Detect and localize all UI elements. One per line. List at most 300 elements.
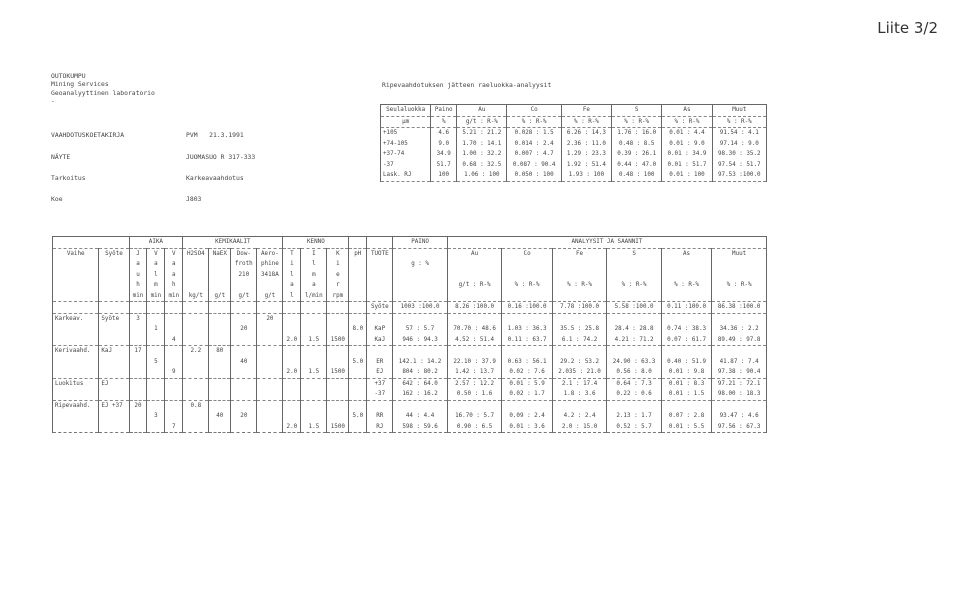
- column-header-cell: [367, 291, 393, 302]
- sieve-header-cell: Muut: [712, 105, 766, 117]
- column-header-cell: [367, 270, 393, 281]
- sieve-header-cell: Au: [457, 105, 507, 117]
- feed-cell: 0.16 :100.0: [502, 302, 552, 314]
- flotation-cell: [283, 389, 301, 400]
- flotation-cell: [231, 400, 257, 411]
- flotation-cell: [209, 367, 231, 378]
- column-header-cell: [712, 270, 767, 281]
- flotation-cell: [283, 357, 301, 368]
- column-header-cell: % : R-%: [712, 280, 767, 291]
- flotation-cell: 9: [165, 367, 183, 378]
- flotation-cell: 5: [147, 357, 165, 368]
- feed-cell: 5.58 :100.0: [607, 302, 662, 314]
- flotation-cell: ER: [367, 357, 393, 368]
- flotation-cell: 8.0: [349, 324, 367, 335]
- attachment-label: Liite 3/2: [877, 19, 938, 37]
- flotation-cell: [327, 313, 349, 324]
- flotation-cell: 29.2 : 53.2: [552, 357, 607, 368]
- flotation-cell: 598 : 59.6: [393, 422, 448, 433]
- group-header: ANALYYSIT JA SAANNIT: [447, 237, 766, 249]
- sieve-cell: 0.028 : 1.5: [507, 128, 561, 139]
- flotation-cell: [327, 346, 349, 357]
- column-header-cell: [209, 280, 231, 291]
- column-header-cell: l: [283, 291, 301, 302]
- sieve-cell: 0.01 : 34.9: [662, 149, 712, 160]
- sieve-header-cell: Seulaluokka: [381, 105, 431, 117]
- flotation-cell: [502, 313, 552, 324]
- flotation-cell: [301, 400, 327, 411]
- sieve-cell: 1.70 : 14.1: [457, 139, 507, 150]
- flotation-cell: [53, 357, 99, 368]
- empty-cell: [349, 302, 367, 314]
- sieve-header-cell: As: [662, 105, 712, 117]
- koe-value: J803: [186, 195, 202, 203]
- column-header-cell: a: [301, 280, 327, 291]
- column-header-cell: l/min: [301, 291, 327, 302]
- flotation-cell: [165, 313, 183, 324]
- flotation-cell: [231, 367, 257, 378]
- column-header-cell: Syöte: [99, 248, 129, 259]
- flotation-cell: 0.56 : 8.0: [607, 367, 662, 378]
- flotation-cell: 4.52 : 51.4: [447, 335, 502, 346]
- column-header-cell: Muut: [712, 248, 767, 259]
- flotation-cell: [349, 367, 367, 378]
- sieve-unit-cell: % : R-%: [561, 116, 611, 128]
- flotation-cell: 2.0: [283, 335, 301, 346]
- column-header-cell: u: [129, 270, 147, 281]
- column-header-cell: h: [129, 280, 147, 291]
- column-header-cell: m: [147, 280, 165, 291]
- column-header-cell: [661, 291, 711, 302]
- flotation-cell: -37: [367, 389, 393, 400]
- column-header-cell: froth: [231, 259, 257, 270]
- column-header-cell: a: [165, 270, 183, 281]
- flotation-cell: 20: [231, 411, 257, 422]
- flotation-cell: 1.8 : 3.6: [552, 389, 607, 400]
- flotation-cell: [349, 422, 367, 433]
- column-header-cell: [99, 280, 129, 291]
- flotation-cell: 93.47 : 4.6: [712, 411, 767, 422]
- flotation-cell: [301, 378, 327, 389]
- flotation-cell: [712, 313, 767, 324]
- flotation-cell: [99, 367, 129, 378]
- flotation-cell: [231, 422, 257, 433]
- flotation-cell: [367, 313, 393, 324]
- flotation-cell: [99, 411, 129, 422]
- sieve-cell: 0.050 : 100: [507, 170, 561, 181]
- column-header-cell: [447, 291, 502, 302]
- column-header-cell: pH: [349, 248, 367, 259]
- flotation-cell: [349, 313, 367, 324]
- column-header-cell: [99, 259, 129, 270]
- flotation-cell: [99, 335, 129, 346]
- flotation-cell: [183, 313, 209, 324]
- flotation-cell: [301, 357, 327, 368]
- flotation-cell: 97.21 : 72.1: [712, 378, 767, 389]
- sieve-cell: 97.53 :100.0: [712, 170, 766, 181]
- flotation-cell: 44 : 4.4: [393, 411, 448, 422]
- flotation-cell: [165, 400, 183, 411]
- flotation-cell: [349, 400, 367, 411]
- column-header-cell: [99, 291, 129, 302]
- column-header-cell: [552, 270, 607, 281]
- flotation-cell: 0.52 : 5.7: [607, 422, 662, 433]
- flotation-cell: 0.11 : 63.7: [502, 335, 552, 346]
- tarkoitus-value: Karkeavaahdotus: [186, 174, 244, 182]
- flotation-cell: 0.64 : 7.3: [607, 378, 662, 389]
- sieve-row: [381, 139, 767, 150]
- sieve-row: [381, 170, 767, 181]
- flotation-cell: [327, 378, 349, 389]
- sieve-cell: 1.93 : 100: [561, 170, 611, 181]
- feed-cell: 7.78 :100.0: [552, 302, 607, 314]
- flotation-cell: 0.02 : 1.7: [502, 389, 552, 400]
- org-header: [51, 72, 155, 106]
- column-header-cell: V: [147, 248, 165, 259]
- flotation-cell: [502, 400, 552, 411]
- org-line-4: -: [51, 97, 55, 106]
- flotation-cell: 1: [147, 324, 165, 335]
- flotation-cell: 1500: [327, 367, 349, 378]
- sieve-cell: 0.007 : 4.7: [507, 149, 561, 160]
- feed-cell: 0.11 :100.0: [661, 302, 711, 314]
- column-header-cell: As: [661, 248, 711, 259]
- flotation-table: [52, 236, 767, 433]
- column-header-cell: Dow-: [231, 248, 257, 259]
- flotation-cell: [165, 389, 183, 400]
- sieve-unit-cell: %: [431, 116, 457, 128]
- flotation-cell: [183, 389, 209, 400]
- column-header-cell: a: [129, 259, 147, 270]
- flotation-cell: 4.2 : 2.4: [552, 411, 607, 422]
- column-header-cell: phine: [257, 259, 283, 270]
- column-header-cell: [183, 280, 209, 291]
- flotation-cell: [99, 389, 129, 400]
- flotation-cell: 2.0: [283, 422, 301, 433]
- column-header-cell: g/t: [231, 291, 257, 302]
- column-header-cell: [53, 280, 99, 291]
- sieve-cell: Lask. RJ: [381, 170, 431, 181]
- feed-cell: 1003 :100.0: [393, 302, 448, 314]
- flotation-cell: Syöte: [99, 313, 129, 324]
- flotation-cell: [301, 389, 327, 400]
- flotation-cell: [231, 389, 257, 400]
- sieve-cell: 0.48 : 8.5: [612, 139, 662, 150]
- column-header-cell: J: [129, 248, 147, 259]
- flotation-cell: [367, 346, 393, 357]
- flotation-cell: [129, 411, 147, 422]
- sieve-unit-cell: % : R-%: [712, 116, 766, 128]
- flotation-cell: 0.74 : 38.3: [661, 324, 711, 335]
- flotation-cell: 24.90 : 63.3: [607, 357, 662, 368]
- flotation-cell: 0.8: [183, 400, 209, 411]
- group-header: KENNO: [283, 237, 349, 249]
- flotation-cell: [183, 378, 209, 389]
- flotation-cell: [209, 378, 231, 389]
- sieve-unit-cell: % : R-%: [662, 116, 712, 128]
- column-header-cell: [349, 259, 367, 270]
- flotation-cell: [209, 335, 231, 346]
- flotation-cell: [283, 324, 301, 335]
- flotation-cell: [209, 400, 231, 411]
- empty-cell: [327, 302, 349, 314]
- empty-cell: [147, 302, 165, 314]
- flotation-cell: [183, 367, 209, 378]
- flotation-cell: [183, 422, 209, 433]
- column-header-cell: min: [165, 291, 183, 302]
- flotation-row: [53, 357, 767, 368]
- feed-row: [53, 302, 767, 314]
- column-header-cell: [183, 259, 209, 270]
- flotation-cell: [231, 378, 257, 389]
- flotation-cell: [661, 400, 711, 411]
- flotation-cell: [183, 411, 209, 422]
- column-header-cell: [552, 291, 607, 302]
- flotation-cell: 2.0 : 15.0: [552, 422, 607, 433]
- flotation-cell: [99, 357, 129, 368]
- feed-cell: 8.26 :100.0: [447, 302, 502, 314]
- flotation-cell: [283, 411, 301, 422]
- flotation-cell: [129, 367, 147, 378]
- flotation-row: [53, 378, 767, 389]
- column-header-cell: [349, 291, 367, 302]
- column-header-cell: min: [147, 291, 165, 302]
- flotation-cell: 40: [209, 411, 231, 422]
- flotation-cell: [301, 324, 327, 335]
- sieve-cell: 1.76 : 16.0: [612, 128, 662, 139]
- flotation-cell: [53, 367, 99, 378]
- flotation-cell: 4.21 : 71.2: [607, 335, 662, 346]
- sieve-cell: 4.6: [431, 128, 457, 139]
- column-header-cell: [349, 280, 367, 291]
- column-header-cell: [367, 280, 393, 291]
- flotation-cell: [257, 335, 283, 346]
- flotation-cell: 16.70 : 5.7: [447, 411, 502, 422]
- column-header-cell: [661, 270, 711, 281]
- flotation-cell: [257, 324, 283, 335]
- flotation-cell: [349, 335, 367, 346]
- flotation-row: [53, 324, 767, 335]
- flotation-row: [53, 400, 767, 411]
- flotation-cell: 3: [147, 411, 165, 422]
- column-header-cell: [183, 270, 209, 281]
- sieve-header-cell: Paino: [431, 105, 457, 117]
- flotation-cell: RJ: [367, 422, 393, 433]
- feed-cell: 86.38 :100.0: [712, 302, 767, 314]
- flotation-cell: [129, 357, 147, 368]
- column-header-cell: [53, 259, 99, 270]
- flotation-cell: 1.5: [301, 422, 327, 433]
- flotation-cell: [552, 400, 607, 411]
- flotation-cell: 2.2: [183, 346, 209, 357]
- sieve-header-cell: Co: [507, 105, 561, 117]
- flotation-cell: 0.50 : 1.6: [447, 389, 502, 400]
- flotation-cell: [447, 313, 502, 324]
- column-header-cell: a: [165, 259, 183, 270]
- flotation-cell: [393, 400, 448, 411]
- flotation-cell: 2.035 : 21.0: [552, 367, 607, 378]
- flotation-cell: [257, 400, 283, 411]
- column-header-cell: [231, 280, 257, 291]
- column-header-cell: h: [165, 280, 183, 291]
- flotation-cell: [661, 346, 711, 357]
- flotation-cell: [209, 313, 231, 324]
- sieve-unit-cell: g/t : R-%: [457, 116, 507, 128]
- flotation-cell: 642 : 64.0: [393, 378, 448, 389]
- column-header-cell: % : R-%: [502, 280, 552, 291]
- flotation-cell: [257, 357, 283, 368]
- flotation-cell: [283, 313, 301, 324]
- naytte-value: JUOMASUO R 317-333: [186, 153, 256, 161]
- column-header-cell: [349, 270, 367, 281]
- flotation-cell: [147, 367, 165, 378]
- flotation-cell: [327, 357, 349, 368]
- column-header-cell: [257, 280, 283, 291]
- column-header-cell: a: [147, 259, 165, 270]
- sieve-unit-cell: µm: [381, 116, 431, 128]
- flotation-cell: 4: [165, 335, 183, 346]
- flotation-cell: 20: [231, 324, 257, 335]
- flotation-cell: KaJ: [99, 346, 129, 357]
- flotation-cell: [209, 357, 231, 368]
- column-header-cell: 210: [231, 270, 257, 281]
- flotation-cell: 0.01 : 5.9: [502, 378, 552, 389]
- flotation-cell: 40: [231, 357, 257, 368]
- flotation-cell: [231, 335, 257, 346]
- empty-cell: [283, 302, 301, 314]
- flotation-cell: 5.0: [349, 411, 367, 422]
- flotation-cell: 162 : 16.2: [393, 389, 448, 400]
- flotation-cell: [712, 400, 767, 411]
- flotation-cell: 17: [129, 346, 147, 357]
- column-header-cell: Fe: [552, 248, 607, 259]
- group-header: KEMIKAALIT: [183, 237, 283, 249]
- column-header-cell: [393, 248, 448, 259]
- flotation-cell: 57 : 5.7: [393, 324, 448, 335]
- sieve-row: [381, 149, 767, 160]
- sieve-row: [381, 128, 767, 139]
- flotation-cell: [257, 411, 283, 422]
- flotation-cell: Kerivaahd.: [53, 346, 99, 357]
- sieve-cell: -37: [381, 160, 431, 171]
- naytte-label: NÄYTE: [51, 153, 71, 161]
- sieve-cell: 51.7: [431, 160, 457, 171]
- flotation-cell: 97.38 : 90.4: [712, 367, 767, 378]
- flotation-row: [53, 411, 767, 422]
- flotation-cell: 804 : 80.2: [393, 367, 448, 378]
- column-header-cell: e: [327, 270, 349, 281]
- empty-cell: [209, 302, 231, 314]
- sieve-cell: 5.21 : 21.2: [457, 128, 507, 139]
- column-header-cell: K: [327, 248, 349, 259]
- flotation-cell: [661, 313, 711, 324]
- flotation-cell: 89.49 : 97.8: [712, 335, 767, 346]
- column-header-cell: min: [129, 291, 147, 302]
- sieve-cell: 0.01 : 4.4: [662, 128, 712, 139]
- flotation-cell: Ripevaahd.: [53, 400, 99, 411]
- flotation-cell: [283, 378, 301, 389]
- column-header-cell: [99, 270, 129, 281]
- flotation-cell: 80: [209, 346, 231, 357]
- flotation-cell: 2.0: [283, 367, 301, 378]
- flotation-cell: [327, 324, 349, 335]
- flotation-cell: 1500: [327, 422, 349, 433]
- flotation-cell: [607, 400, 662, 411]
- flotation-cell: [165, 378, 183, 389]
- flotation-cell: [607, 313, 662, 324]
- column-header-cell: NaEX: [209, 248, 231, 259]
- column-header-cell: kg/t: [183, 291, 209, 302]
- flotation-cell: [147, 389, 165, 400]
- flotation-cell: [257, 367, 283, 378]
- flotation-cell: 0.07 : 61.7: [661, 335, 711, 346]
- column-header-cell: % : R-%: [661, 280, 711, 291]
- column-header-cell: Au: [447, 248, 502, 259]
- flotation-cell: [129, 335, 147, 346]
- flotation-cell: [447, 346, 502, 357]
- empty-cell: [53, 302, 99, 314]
- kirja-label: VAAHDOTUSKOETAKIRJA: [51, 131, 125, 139]
- flotation-cell: 28.4 : 28.8: [607, 324, 662, 335]
- column-header-cell: [53, 270, 99, 281]
- sieve-table: [380, 104, 767, 182]
- flotation-cell: 20: [129, 400, 147, 411]
- flotation-cell: EJ: [99, 378, 129, 389]
- flotation-cell: [393, 346, 448, 357]
- empty-cell: [301, 302, 327, 314]
- sieve-cell: 91.54 : 4.1: [712, 128, 766, 139]
- flotation-cell: 6.1 : 74.2: [552, 335, 607, 346]
- flotation-row: [53, 313, 767, 324]
- flotation-cell: [165, 411, 183, 422]
- flotation-cell: [165, 346, 183, 357]
- flotation-cell: [327, 400, 349, 411]
- flotation-cell: 0.02 : 7.6: [502, 367, 552, 378]
- pvm-field: PVM 21.3.1991: [186, 131, 244, 139]
- sieve-cell: 6.26 : 14.3: [561, 128, 611, 139]
- column-header-cell: g/t : R-%: [447, 280, 502, 291]
- flotation-cell: 22.10 : 37.9: [447, 357, 502, 368]
- flotation-cell: 0.01 : 3.6: [502, 422, 552, 433]
- sieve-header-cell: Fe: [561, 105, 611, 117]
- sieve-cell: 1.00 : 32.2: [457, 149, 507, 160]
- flotation-cell: RR: [367, 411, 393, 422]
- sieve-cell: +105: [381, 128, 431, 139]
- column-header-cell: m: [301, 270, 327, 281]
- flotation-cell: [147, 335, 165, 346]
- flotation-cell: 2.13 : 1.7: [607, 411, 662, 422]
- column-header-cell: T: [283, 248, 301, 259]
- group-header: PAINO: [393, 237, 448, 249]
- column-header-cell: [712, 259, 767, 270]
- flotation-cell: [209, 389, 231, 400]
- flotation-cell: 41.87 : 7.4: [712, 357, 767, 368]
- column-header-cell: Co: [502, 248, 552, 259]
- flotation-cell: 97.56 : 67.3: [712, 422, 767, 433]
- column-header-cell: Vaihe: [53, 248, 99, 259]
- flotation-cell: 1.5: [301, 367, 327, 378]
- flotation-cell: [349, 378, 367, 389]
- column-header-cell: i: [327, 259, 349, 270]
- flotation-cell: 70.70 : 48.6: [447, 324, 502, 335]
- sieve-unit-cell: % : R-%: [507, 116, 561, 128]
- flotation-cell: 142.1 : 14.2: [393, 357, 448, 368]
- column-header-cell: [447, 270, 502, 281]
- sieve-cell: 0.01 : 100: [662, 170, 712, 181]
- column-header-cell: [607, 259, 662, 270]
- empty-cell: [231, 302, 257, 314]
- column-header-cell: I: [301, 248, 327, 259]
